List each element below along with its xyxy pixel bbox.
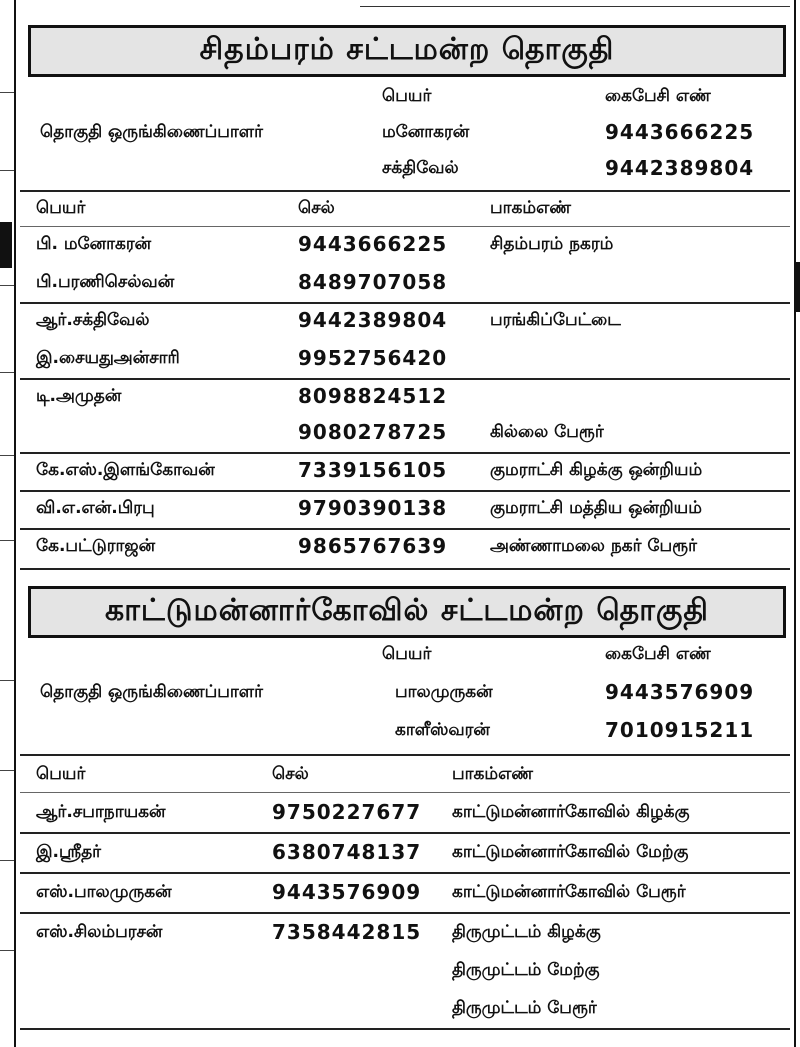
section-title: சிதம்பரம் சட்டமன்ற தொகுதி bbox=[28, 25, 786, 77]
margin-tick bbox=[0, 170, 14, 171]
row-cell: 9443576909 bbox=[272, 880, 422, 904]
row-area: குமராட்சி மத்திய ஒன்றியம் bbox=[490, 498, 702, 518]
row-name: ஆர்.சக்திவேல் bbox=[36, 310, 150, 330]
row-divider bbox=[20, 568, 790, 570]
row-name: எஸ்.சிலம்பரசன் bbox=[36, 922, 163, 942]
row-cell: 9790390138 bbox=[298, 496, 448, 520]
coord-name: காளீஸ்வரன் bbox=[395, 720, 490, 740]
coord-mobile: 9443666225 bbox=[605, 120, 755, 144]
margin-tick bbox=[0, 770, 14, 771]
row-divider bbox=[20, 490, 790, 492]
margin-block bbox=[0, 222, 12, 268]
row-area: காட்டுமன்னார்கோவில் கிழக்கு bbox=[452, 802, 690, 822]
row-area: குமராட்சி கிழக்கு ஒன்றியம் bbox=[490, 460, 703, 480]
row-divider bbox=[20, 792, 790, 793]
left-column-rule bbox=[14, 0, 16, 1047]
margin-tick bbox=[0, 540, 14, 541]
margin-tick bbox=[0, 950, 14, 951]
section-chidambaram bbox=[20, 0, 790, 580]
row-cell: 9865767639 bbox=[298, 534, 448, 558]
margin-tick bbox=[0, 285, 14, 286]
row-name: டி.அமுதன் bbox=[36, 386, 122, 406]
coord-header-mobile: கைபேசி எண் bbox=[605, 644, 711, 664]
coord-name: மனோகரன் bbox=[382, 122, 470, 142]
row-area: கில்லை பேரூர் bbox=[490, 422, 604, 442]
row-name: வி.எ.என்.பிரபு bbox=[36, 498, 155, 518]
table-header-area: பாகம்எண் bbox=[490, 198, 571, 218]
row-name: கே.எஸ்.இளங்கோவன் bbox=[36, 460, 215, 480]
table-header-name: பெயர் bbox=[36, 764, 86, 784]
row-cell: 9443666225 bbox=[298, 232, 448, 256]
row-divider bbox=[20, 754, 790, 756]
row-name: பி.பரணிசெல்வன் bbox=[36, 272, 175, 292]
right-column-rule bbox=[794, 0, 796, 1047]
margin-tick bbox=[0, 680, 14, 681]
row-area: அண்ணாமலை நகர் பேரூர் bbox=[490, 536, 697, 556]
row-area: பரங்கிப்பேட்டை bbox=[490, 310, 621, 330]
row-cell: 9080278725 bbox=[298, 420, 448, 444]
row-cell: 8098824512 bbox=[298, 384, 448, 408]
coord-label: தொகுதி ஒருங்கிணைப்பாளர் bbox=[40, 682, 263, 702]
row-area: காட்டுமன்னார்கோவில் மேற்கு bbox=[452, 842, 689, 862]
row-cell: 7358442815 bbox=[272, 920, 422, 944]
row-divider bbox=[20, 452, 790, 454]
row-area: திருமுட்டம் கிழக்கு bbox=[452, 922, 601, 942]
table-header-name: பெயர் bbox=[36, 198, 86, 218]
row-name: எஸ்.பாலமுருகன் bbox=[36, 882, 172, 902]
margin-block bbox=[796, 262, 800, 312]
row-area: திருமுட்டம் மேற்கு bbox=[452, 960, 600, 980]
row-divider bbox=[20, 872, 790, 874]
table-header-cell: செல் bbox=[272, 764, 309, 784]
table-header-area: பாகம்எண் bbox=[452, 764, 533, 784]
coord-header-mobile: கைபேசி எண் bbox=[605, 86, 711, 106]
margin-tick bbox=[0, 455, 14, 456]
row-name: கே.பட்டுராஜன் bbox=[36, 536, 156, 556]
row-area: திருமுட்டம் பேரூர் bbox=[452, 998, 597, 1018]
row-divider bbox=[20, 528, 790, 530]
row-cell: 8489707058 bbox=[298, 270, 448, 294]
coord-name: சக்திவேல் bbox=[382, 158, 459, 178]
row-cell: 9750227677 bbox=[272, 800, 422, 824]
row-divider bbox=[20, 1028, 790, 1030]
row-divider bbox=[20, 190, 790, 192]
row-cell: 7339156105 bbox=[298, 458, 448, 482]
row-area: காட்டுமன்னார்கோவில் பேரூர் bbox=[452, 882, 686, 902]
row-divider bbox=[20, 302, 790, 304]
row-divider bbox=[20, 226, 790, 227]
row-name: ஆர்.சபாநாயகன் bbox=[36, 802, 166, 822]
coord-label: தொகுதி ஒருங்கிணைப்பாளர் bbox=[40, 122, 263, 142]
row-divider bbox=[20, 912, 790, 914]
row-area: சிதம்பரம் நகரம் bbox=[490, 234, 614, 254]
table-header-cell: செல் bbox=[298, 198, 335, 218]
row-name: பி. மனோகரன் bbox=[36, 234, 152, 254]
section-kattumannarkoil bbox=[20, 580, 790, 1040]
coord-mobile: 9443576909 bbox=[605, 680, 755, 704]
row-divider bbox=[20, 378, 790, 380]
row-cell: 6380748137 bbox=[272, 840, 422, 864]
section-title: காட்டுமன்னார்கோவில் சட்டமன்ற தொகுதி bbox=[28, 586, 786, 638]
row-cell: 9952756420 bbox=[298, 346, 448, 370]
margin-tick bbox=[0, 372, 14, 373]
margin-tick bbox=[0, 860, 14, 861]
coord-name: பாலமுருகன் bbox=[395, 682, 493, 702]
margin-tick bbox=[0, 92, 14, 93]
coord-mobile: 7010915211 bbox=[605, 718, 755, 742]
row-cell: 9442389804 bbox=[298, 308, 448, 332]
row-divider bbox=[20, 832, 790, 834]
row-name: இ.சையதுஅன்சாரி bbox=[36, 348, 180, 368]
row-name: இ.ஶ்ரீதர் bbox=[36, 842, 102, 862]
coord-header-name: பெயர் bbox=[382, 644, 432, 664]
coord-header-name: பெயர் bbox=[382, 86, 432, 106]
coord-mobile: 9442389804 bbox=[605, 156, 755, 180]
